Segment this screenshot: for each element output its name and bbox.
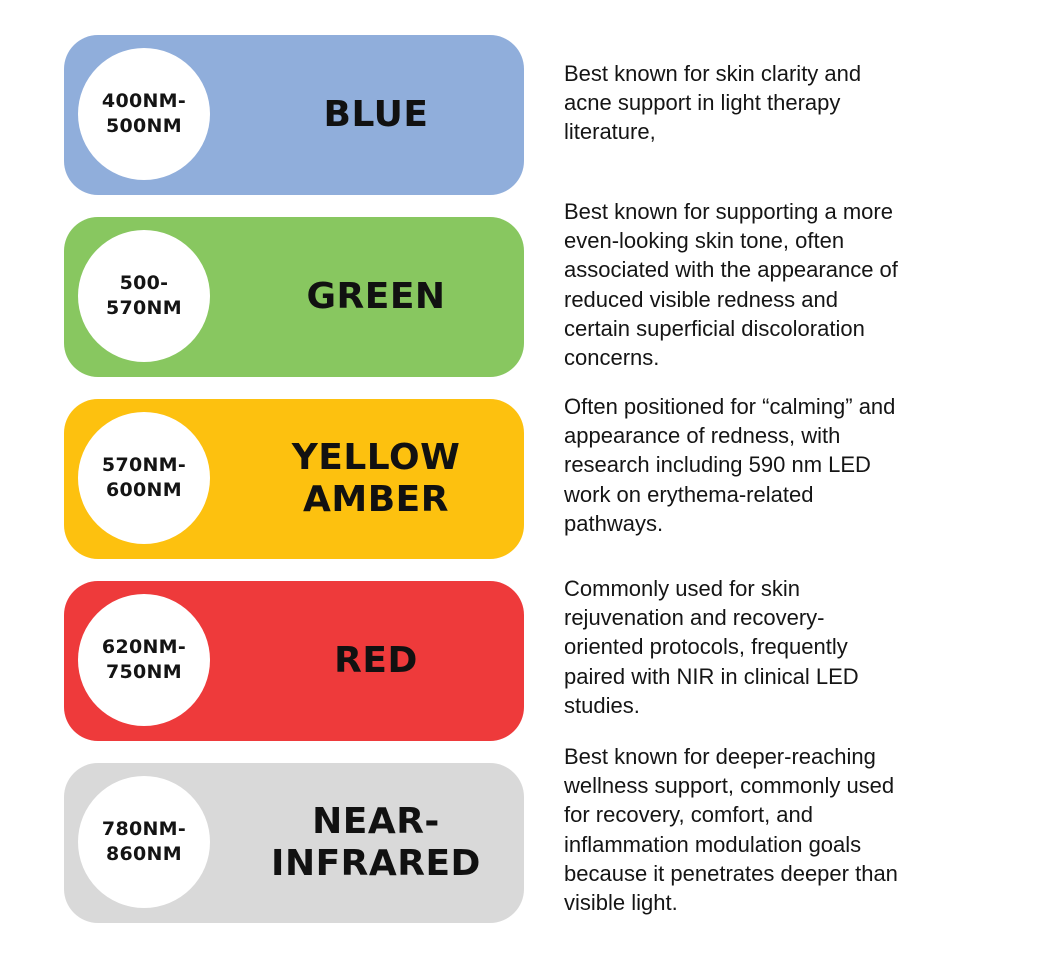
color-name (242, 399, 510, 559)
color-name (242, 581, 510, 741)
color-name-line: RED (334, 640, 418, 681)
description-line: research including 590 nm LED (564, 452, 871, 478)
green-description (564, 197, 1004, 372)
color-name-line: NEAR- (312, 801, 440, 842)
blue-card (64, 35, 524, 195)
wavelength-line: 600NM (106, 479, 182, 501)
color-name (242, 217, 510, 377)
description-line: even-looking skin tone, often (564, 228, 845, 254)
wavelength-line: 570NM- (101, 454, 187, 476)
description-line: work on erythema-related (564, 481, 814, 507)
description-line: Best known for deeper-reaching (564, 744, 876, 769)
description-line: paired with NIR in clinical LED (564, 663, 859, 689)
yellow-amber-description (564, 392, 1004, 538)
wavelength-line: 500- (119, 272, 169, 294)
wavelength-badge (78, 230, 210, 362)
wavelength-line: 400NM- (101, 90, 187, 112)
wavelength-line: 780NM- (101, 818, 187, 840)
color-name-line: INFRARED (271, 843, 481, 884)
wavelength-line: 750NM (106, 661, 182, 683)
description-line: visible light. (564, 890, 678, 916)
color-name-line: AMBER (303, 479, 449, 520)
green-card (64, 217, 524, 377)
red-card (64, 581, 524, 741)
yellow-amber-card (64, 399, 524, 559)
blue-description (564, 59, 1004, 147)
wavelength-line: 620NM- (101, 636, 187, 658)
description-line: Best known for supporting a more (564, 199, 893, 224)
description-line: acne support in light therapy (564, 90, 841, 116)
row-near-infrared (0, 744, 1046, 923)
description-line: concerns. (564, 345, 660, 371)
wavelength-badge (78, 412, 210, 544)
description-line: wellness support, commonly used (564, 773, 895, 799)
wavelength-line: 570NM (106, 297, 182, 319)
description-line: rejuvenation and recovery- (564, 605, 825, 631)
wavelength-line: 860NM (106, 843, 182, 865)
description-line: certain superficial discoloration (564, 315, 865, 341)
row-blue (0, 35, 1046, 195)
description-line: Commonly used for skin (564, 576, 800, 601)
wavelength-badge (78, 594, 210, 726)
color-name-line: YELLOW (291, 437, 461, 478)
wavelength-badge (78, 48, 210, 180)
description-line: because it penetrates deeper than (564, 860, 898, 886)
red-description (564, 574, 1004, 720)
color-name-line: GREEN (306, 276, 446, 317)
description-line: Often positioned for “calming” and (564, 394, 896, 419)
wavelength-line: 500NM (106, 115, 182, 137)
description-line: pathways. (564, 510, 664, 536)
description-line: oriented protocols, frequently (564, 634, 848, 660)
description-line: reduced visible redness and (564, 286, 838, 312)
wavelength-badge (78, 776, 210, 908)
row-red (0, 576, 1046, 741)
description-line: Best known for skin clarity and (564, 61, 862, 86)
description-line: inflammation modulation goals (564, 831, 862, 857)
description-line: literature, (564, 119, 656, 145)
description-line: associated with the appearance of (564, 257, 898, 283)
near-infrared-card (64, 763, 524, 923)
description-line: studies. (564, 692, 640, 718)
row-yellow-amber (0, 394, 1046, 559)
color-name (242, 763, 510, 923)
row-green (0, 199, 1046, 377)
color-name (242, 35, 510, 195)
description-line: appearance of redness, with (564, 423, 841, 449)
near-infrared-description (564, 742, 1004, 917)
description-line: for recovery, comfort, and (564, 802, 814, 828)
color-name-line: BLUE (323, 94, 429, 135)
